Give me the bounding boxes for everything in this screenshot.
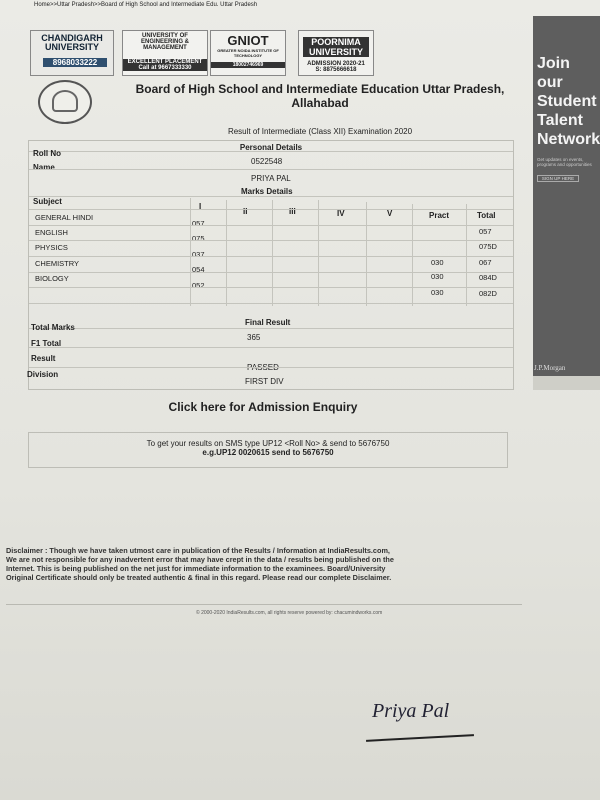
ad-title: CHANDIGARH UNIVERSITY xyxy=(41,33,103,52)
signature-line xyxy=(366,734,474,742)
col-pract: Pract xyxy=(429,211,450,220)
subject-total: 082D xyxy=(479,289,497,298)
footer-divider xyxy=(6,604,522,605)
side-ad-headline: Join our Student Talent Network xyxy=(537,55,600,148)
ad-uem[interactable] xyxy=(122,30,208,76)
disclaimer-link[interactable]: Original Certificate should only be treated authentic & final in this regard. Please read our complete Disclaimer. xyxy=(6,573,392,582)
subject-pract: 030 xyxy=(431,288,444,297)
board-title: Board of High School and Intermediate Education Uttar Pradesh, Allahabad xyxy=(135,82,505,110)
division-value: FIRST DIV xyxy=(245,377,284,386)
column-divider xyxy=(466,204,467,306)
result-label: Result xyxy=(31,354,56,363)
subject-name: ENGLISH xyxy=(35,228,68,237)
subject-mark-i: 075 xyxy=(192,234,205,243)
ad-chandigarh-university[interactable] xyxy=(30,30,114,76)
subject-total: 057 xyxy=(479,227,492,236)
column-divider xyxy=(366,202,367,306)
roll-no-label: Roll No xyxy=(33,149,61,158)
name-label: Name xyxy=(33,163,55,172)
ad-extra: ADMISSION 2020-21 xyxy=(307,61,365,67)
column-divider xyxy=(272,200,273,306)
ad-poornima[interactable] xyxy=(298,30,374,76)
subject-pract: 030 xyxy=(431,272,444,281)
subject-mark-i: 057 xyxy=(192,219,205,228)
ad-extra: EXCELLENT PLACEMENT xyxy=(123,59,207,65)
result-value: PASSED xyxy=(247,363,279,372)
result-table xyxy=(28,140,514,390)
side-ad-gap xyxy=(533,376,600,390)
column-divider xyxy=(190,198,191,306)
col-i: I xyxy=(199,202,202,211)
col-iv: IV xyxy=(337,209,345,218)
subject-mark-i: 037 xyxy=(192,250,205,259)
sms-info-box xyxy=(28,432,508,468)
board-emblem-icon xyxy=(38,80,92,124)
handwritten-signature: Priya Pal xyxy=(372,700,450,722)
subject-pract: 030 xyxy=(431,258,444,267)
side-ad-subtext: Get updates on events, programs and opportunities xyxy=(537,157,592,167)
copyright-text: © 2000-2020 IndiaResults.com, all rights reserve powered by: chacumindworks.com xyxy=(196,610,383,616)
ad-gniot[interactable] xyxy=(210,30,286,76)
ad-extra: GREATER NOIDA INSTITUTE OF TECHNOLOGY xyxy=(217,48,279,58)
division-label: Division xyxy=(27,370,59,379)
disclaimer-text: Disclaimer : Though we have taken utmost care in publication of the Results / Information at IndiaResults.com, We are not responsible for any inadvertent error that may have crept in the data / results being published on the Internet. This is being published on the net just for immediate information to the examinees. Board/University Original Certificate should only be treated authentic & final in this regard. Please read our complete Disclaimer. xyxy=(6,546,456,582)
col-iii: III xyxy=(289,207,296,216)
admission-enquiry-link[interactable]: Click here for Admission Enquiry xyxy=(168,400,358,414)
subject-name: CHEMISTRY xyxy=(35,259,80,268)
total-marks-label: Total Marks xyxy=(31,323,75,332)
sms-example: e.g.UP12 0020615 send to 5676750 xyxy=(202,448,334,457)
ad-title: UNIVERSITY OF ENGINEERING & MANAGEMENT xyxy=(140,33,189,51)
subject-total: 067 xyxy=(479,258,492,267)
subject-total: 084D xyxy=(479,273,497,282)
subject-name: GENERAL HINDI xyxy=(35,213,94,222)
subject-name: BIOLOGY xyxy=(35,274,69,283)
name-value: PRIYA PAL xyxy=(251,174,291,183)
sms-instruction: To get your results on SMS type UP12 <Roll No> & send to 5676750 xyxy=(146,439,390,448)
subject-total: 075D xyxy=(479,242,497,251)
column-divider xyxy=(318,200,319,306)
ad-title: POORNIMA UNIVERSITY xyxy=(303,37,369,57)
col-total: Total xyxy=(477,211,496,220)
personal-details-heading: Personal Details xyxy=(239,143,303,152)
col-v: V xyxy=(387,209,393,218)
total-marks-value: 365 xyxy=(247,333,261,342)
ad-phone: Call at 9667333330 xyxy=(123,65,207,71)
marks-details-heading: Marks Details xyxy=(241,187,293,196)
col-subject: Subject xyxy=(33,197,62,206)
sign-up-button[interactable]: SIGN UP HERE xyxy=(537,175,579,182)
subject-mark-i: 052 xyxy=(192,281,205,290)
ad-phone: 8968033222 xyxy=(43,58,107,67)
breadcrumb[interactable]: Home>>Uttar Pradesh>>Board of High School and Intermediate Edu. Uttar Pradesh xyxy=(34,2,258,8)
side-ad-jpmorgan[interactable] xyxy=(533,16,600,376)
col-ii: II xyxy=(243,207,248,216)
final-result-heading: Final Result xyxy=(245,318,291,327)
roll-no-value: 0522548 xyxy=(251,157,283,166)
column-divider xyxy=(226,200,227,306)
ad-title: GNIOT xyxy=(227,33,269,48)
column-divider xyxy=(412,204,413,306)
ad-phone: S: 8875666618 xyxy=(315,67,357,73)
jpmorgan-logo: J.P.Morgan xyxy=(534,364,566,372)
subject-mark-i: 054 xyxy=(192,265,205,274)
ad-phone: 18002746969 xyxy=(211,62,285,68)
exam-title: Result of Intermediate (Class XII) Examination 2020 xyxy=(227,127,413,136)
subject-name: PHYSICS xyxy=(35,243,68,252)
f1-total-label: F1 Total xyxy=(31,339,62,348)
